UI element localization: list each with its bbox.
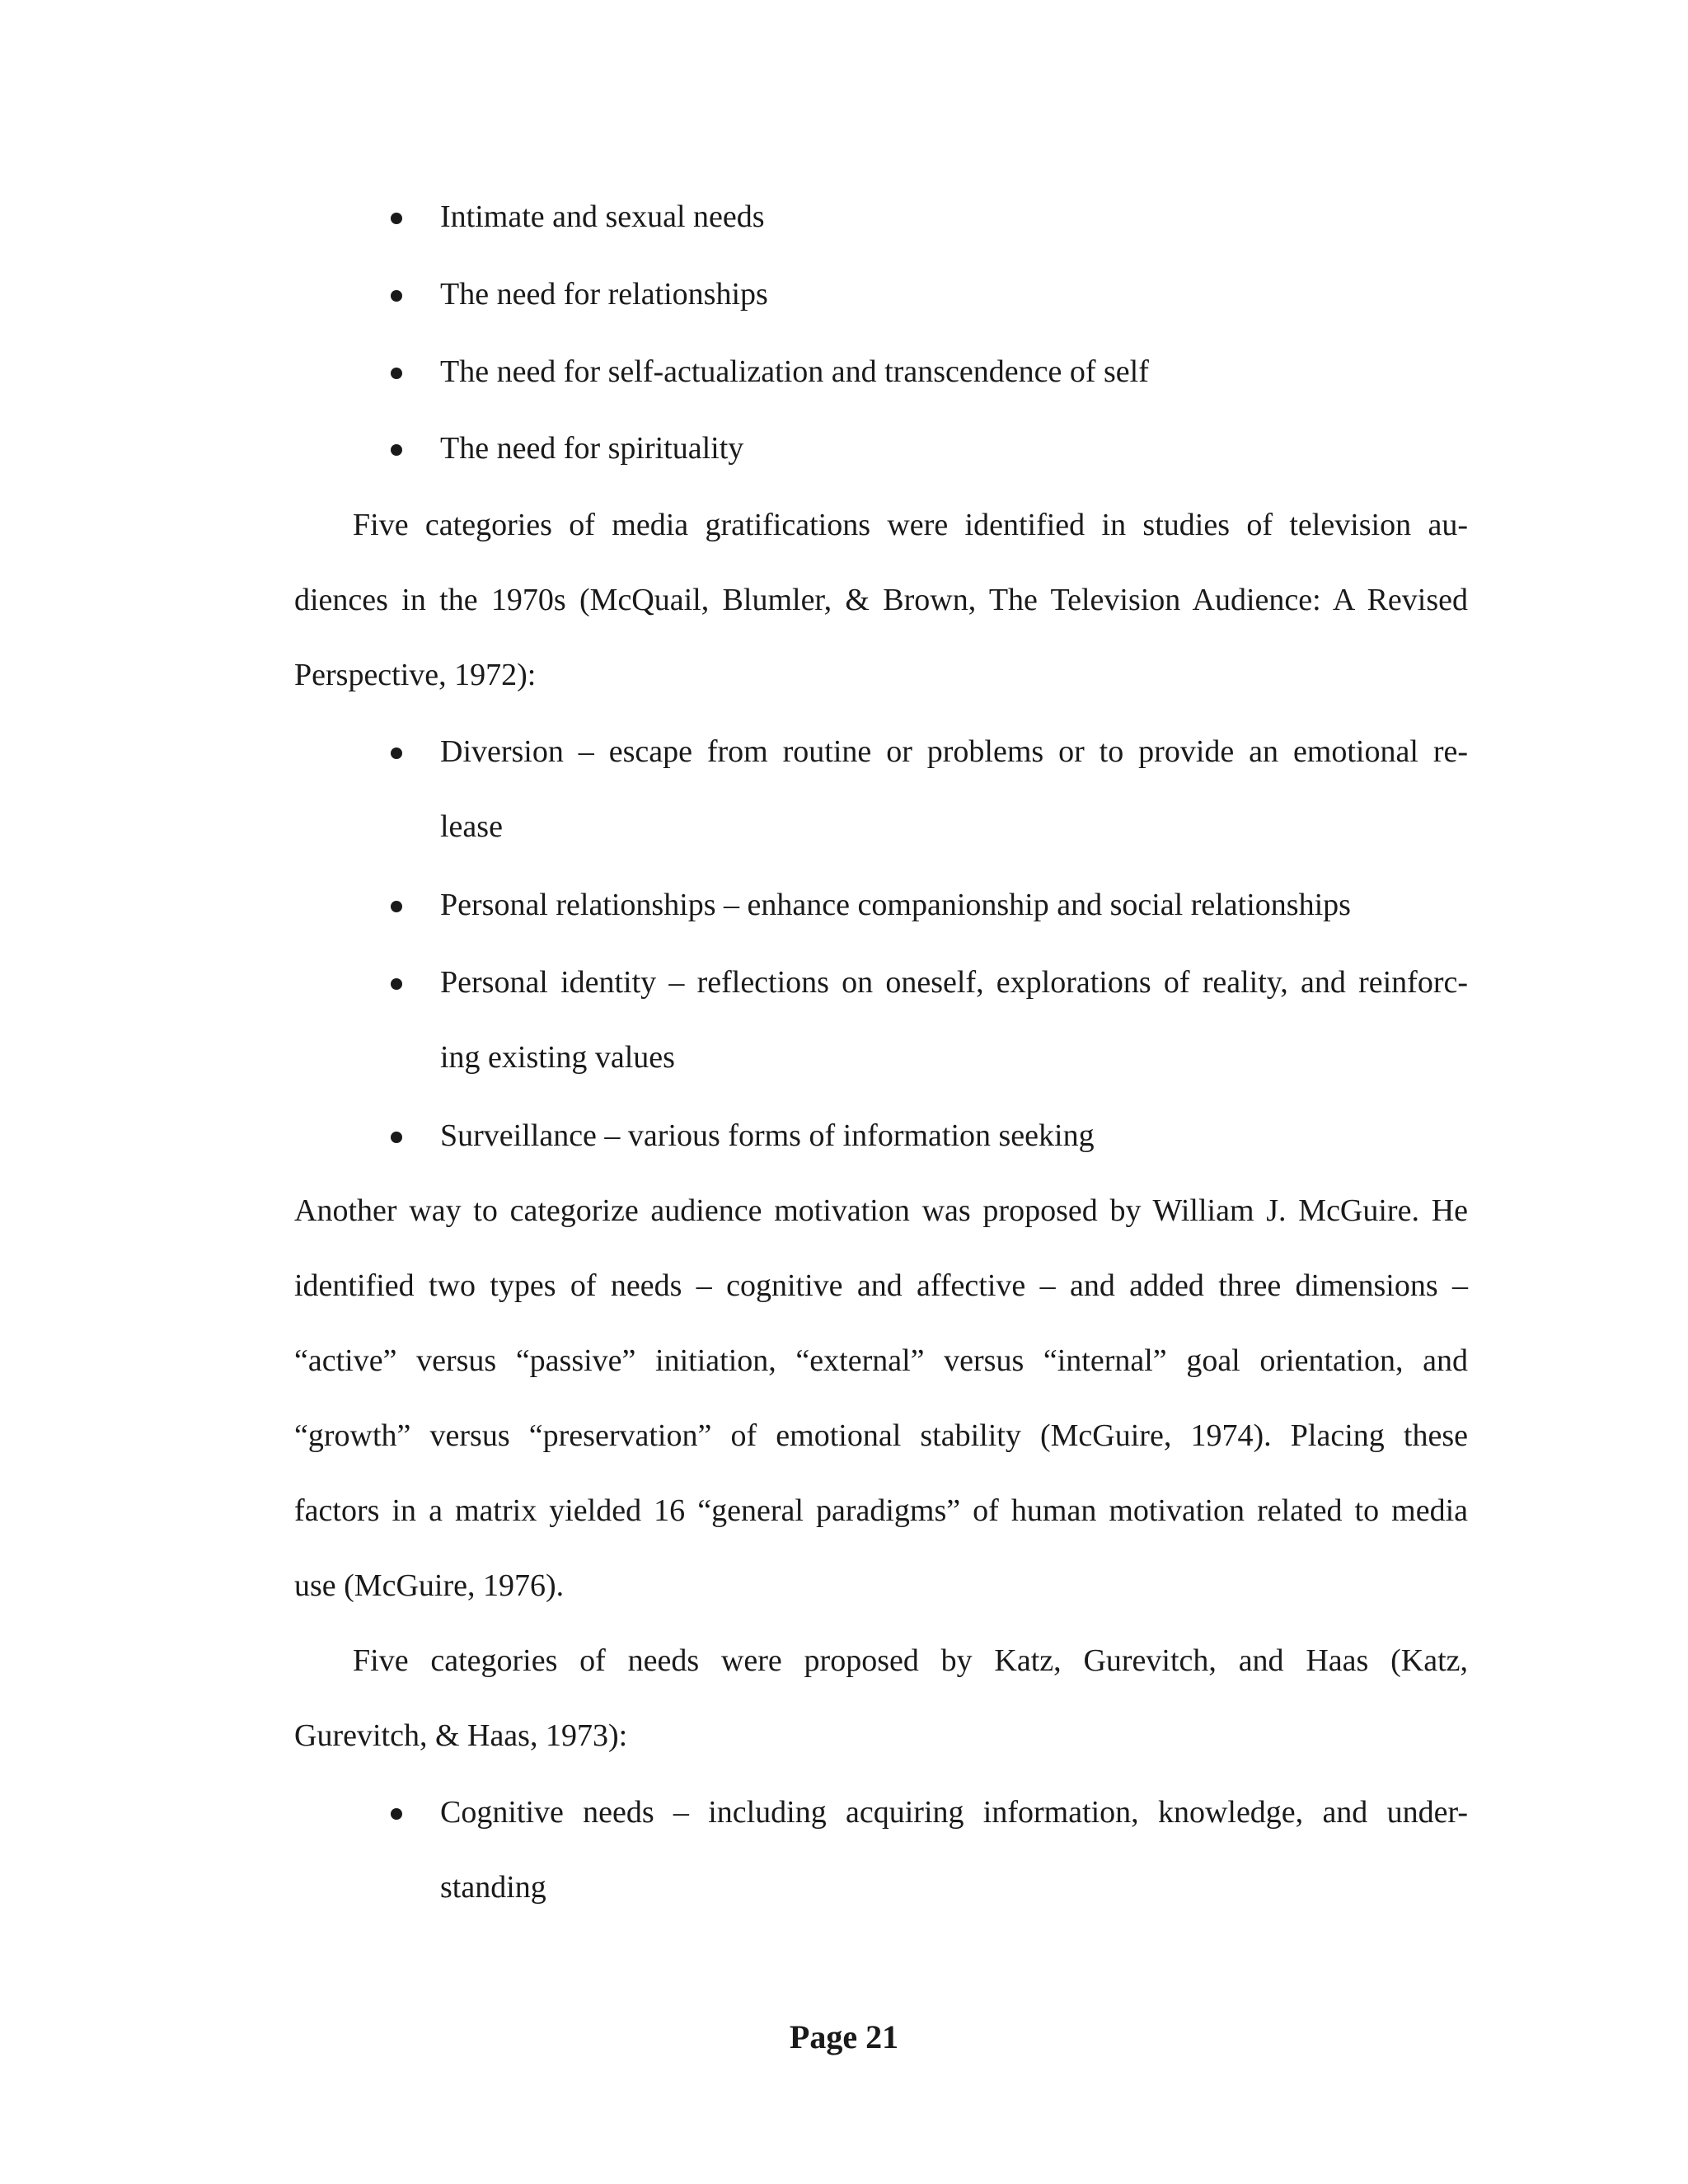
paragraph-line: use (McGuire, 1976). xyxy=(294,1568,565,1603)
bullet-icon xyxy=(391,290,402,302)
bullet-icon xyxy=(391,1808,402,1820)
bullet-icon xyxy=(391,444,402,456)
list-item: Diversion – escape from routine or problems or to provide an emotional re- xyxy=(440,734,1468,769)
list-item: Cognitive needs – including acquiring information, knowledge, and under- xyxy=(440,1795,1468,1830)
bullet-icon xyxy=(391,1132,402,1143)
list-item: Personal relationships – enhance companionship and social relationships xyxy=(440,888,1351,922)
paragraph-line: identified two types of needs – cognitive and affective – and added three dimensions – xyxy=(294,1268,1468,1303)
list-item: Surveillance – various forms of information seeking xyxy=(440,1118,1095,1153)
paragraph-line: Another way to categorize audience motivation was proposed by William J. McGuire. He xyxy=(294,1193,1468,1228)
list-item-continuation: ing existing values xyxy=(440,1040,675,1075)
list-item: The need for spirituality xyxy=(440,431,744,466)
list-item: The need for self-actualization and transcendence of self xyxy=(440,354,1149,389)
bullet-icon xyxy=(391,368,402,379)
list-item-continuation: standing xyxy=(440,1870,546,1905)
paragraph-line: Perspective, 1972): xyxy=(294,658,537,692)
list-item-continuation: lease xyxy=(440,809,503,844)
bullet-icon xyxy=(391,213,402,224)
page-number: Page 21 xyxy=(789,2018,899,2055)
list-item: Personal identity – reflections on oneself, explorations of reality, and reinforc- xyxy=(440,965,1468,1000)
paragraph-line: Five categories of media gratifications were identified in studies of television au- xyxy=(353,508,1468,542)
paragraph-line: diences in the 1970s (McQuail, Blumler, & Brown, The Television Audience: A Revised xyxy=(294,583,1468,617)
bullet-icon xyxy=(391,748,402,759)
paragraph-line: Five categories of needs were proposed by Katz, Gurevitch, and Haas (Katz, xyxy=(353,1643,1468,1678)
list-item: The need for relationships xyxy=(440,277,768,312)
bullet-icon xyxy=(391,901,402,912)
paragraph-line: “growth” versus “preservation” of emotional stability (McGuire, 1974). Placing these xyxy=(294,1418,1468,1453)
paragraph-line: Gurevitch, & Haas, 1973): xyxy=(294,1718,628,1753)
paragraph-line: “active” versus “passive” initiation, “external” versus “internal” goal orientation, and xyxy=(294,1343,1468,1378)
bullet-icon xyxy=(391,978,402,990)
list-item: Intimate and sexual needs xyxy=(440,199,765,234)
paragraph-line: factors in a matrix yielded 16 “general paradigms” of human motivation related to media xyxy=(294,1493,1468,1528)
